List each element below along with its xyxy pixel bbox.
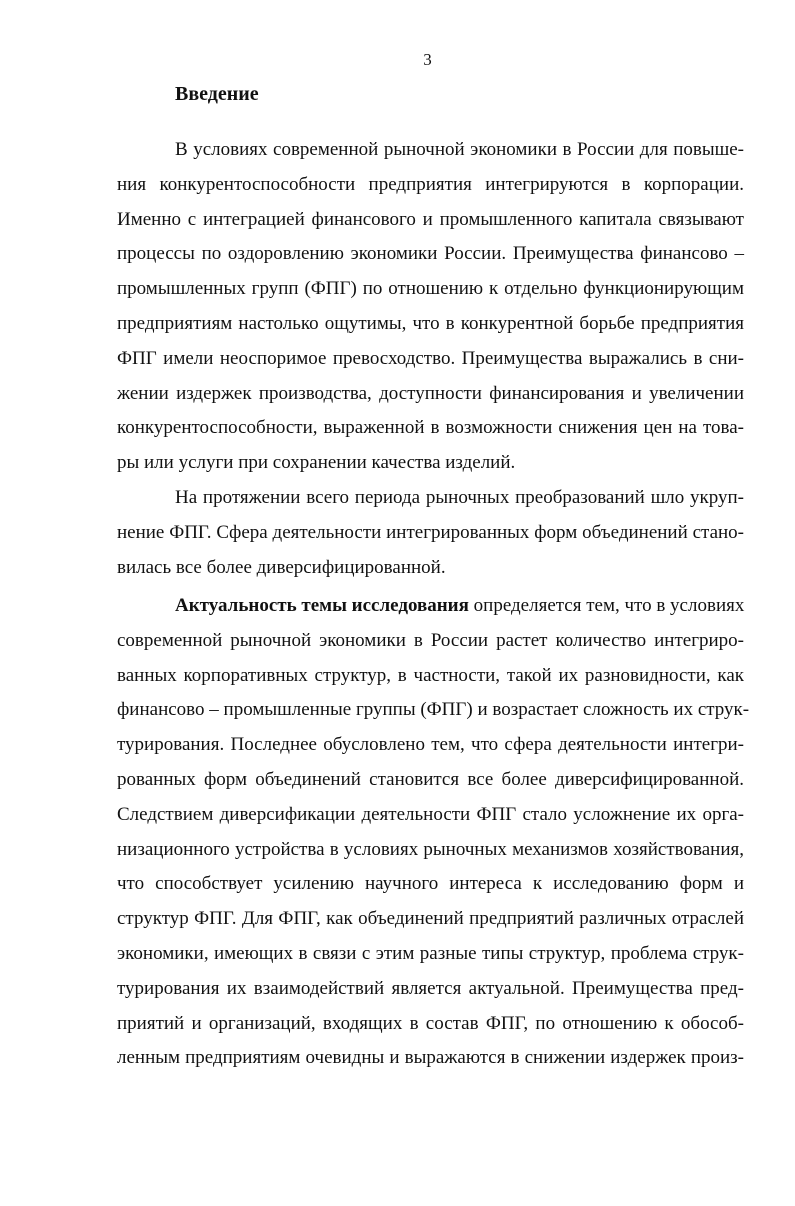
- text-line: вилась все более диверсифицированной.: [117, 556, 446, 578]
- text-line: турирования их взаимодействий является актуальной. Преимущества пред-: [117, 977, 744, 999]
- text-line: Именно с интеграцией финансового и промышленного капитала связывают: [117, 208, 744, 230]
- text-line: ванных корпоративных структур, в частности, такой их разновидности, как: [117, 664, 744, 686]
- text-line: жении издержек производства, доступности финансирования и увеличении: [117, 382, 744, 404]
- text-line: На протяжении всего периода рыночных преобразований шло укруп-: [175, 487, 744, 508]
- paragraph-intro: [117, 133, 744, 481]
- page-number: 3: [423, 50, 432, 69]
- text-line: рованных форм объединений становится все более диверсифицированной.: [117, 768, 744, 790]
- text-line-with-bold-lead: [117, 589, 744, 624]
- paragraph-consolidation: [117, 481, 744, 585]
- text-line: промышленных групп (ФПГ) по отношению к отдельно функционирующим: [117, 278, 744, 300]
- text-line: приятий и организаций, входящих в состав ФПГ, по отношению к обособ-: [117, 1012, 744, 1034]
- text-line: ФПГ имели неоспоримое превосходство. Преимущества выражались в сни-: [117, 347, 744, 369]
- section-heading: Введение: [175, 83, 259, 105]
- relevance-term: Актуальность темы исследования: [175, 595, 469, 616]
- paragraph-relevance: [117, 589, 750, 1076]
- text-line: ленным предприятиям очевидны и выражаются в снижении издержек произ-: [117, 1047, 744, 1069]
- text-line: Следствием диверсификации деятельности ФПГ стало усложнение их орга-: [117, 803, 744, 825]
- text-line: ния конкурентоспособности предприятия интегрируются в корпорации.: [117, 173, 744, 195]
- text-line: предприятиям настолько ощутимы, что в конкурентной борьбе предприятия: [117, 312, 744, 334]
- text-line: финансово – промышленные группы (ФПГ) и возрастает сложность их струк-: [117, 699, 750, 721]
- text-line: процессы по оздоровлению экономики России. Преимущества финансово –: [117, 243, 744, 265]
- text-line: что способствует усилению научного интереса к исследованию форм и: [117, 873, 744, 895]
- text-line: ры или услуги при сохранении качества изделий.: [117, 452, 516, 474]
- text-fragment: определяется тем, что в условиях: [468, 595, 745, 616]
- text-line: низационного устройства в условиях рыночных механизмов хозяйствования,: [117, 838, 744, 860]
- text-line: турирования. Последнее обусловлено тем, что сфера деятельности интегри-: [117, 734, 744, 756]
- text-line: экономики, имеющих в связи с этим разные типы структур, проблема струк-: [117, 942, 744, 964]
- text-line: структур ФПГ. Для ФПГ, как объединений предприятий различных отраслей: [117, 908, 744, 930]
- text-line: современной рыночной экономики в России растет количество интегриро-: [117, 629, 744, 651]
- text-line: В условиях современной рыночной экономики в России для повыше-: [175, 139, 744, 160]
- text-line: конкурентоспособности, выраженной в возможности снижения цен на това-: [117, 417, 744, 439]
- text-line: нение ФПГ. Сфера деятельности интегрированных форм объединений стано-: [117, 521, 744, 543]
